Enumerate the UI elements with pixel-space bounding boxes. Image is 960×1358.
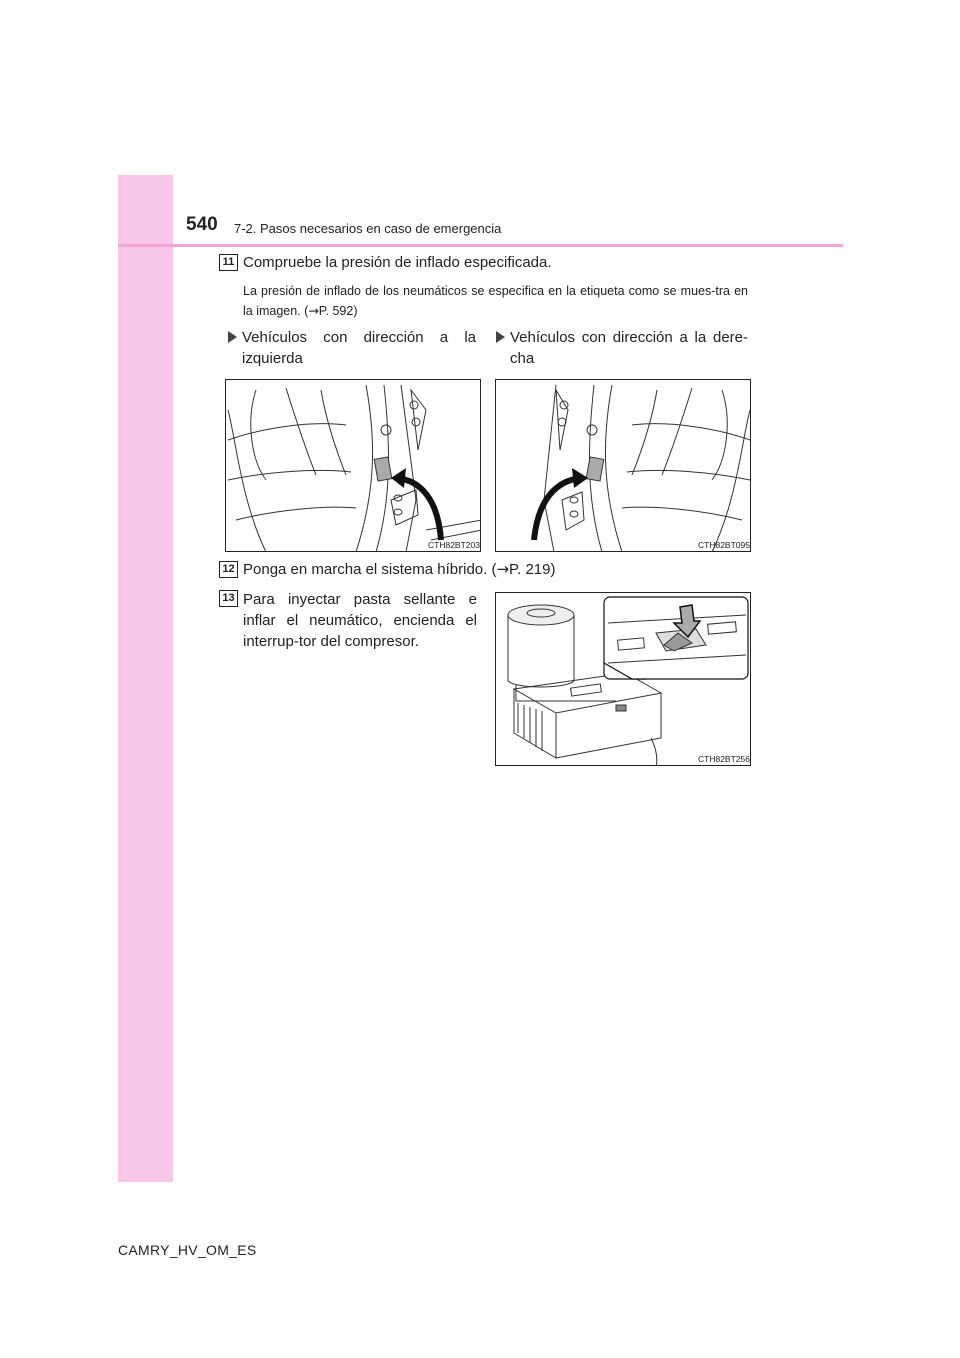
step-12-text-main: Ponga en marcha el sistema híbrido. (: [243, 561, 497, 578]
step-number-12: 12: [219, 561, 238, 578]
footer-doc-id: CAMRY_HV_OM_ES: [118, 1242, 257, 1258]
header-rule: [118, 244, 843, 247]
sidebar-tab: [118, 175, 173, 1182]
figure-code: CTH82BT095: [698, 540, 750, 550]
arrow-icon: →: [308, 303, 319, 318]
step-13-text: Para inyectar pasta sellante e inflar el neumático, encienda el interrup-tor del compresor.: [243, 591, 477, 650]
door-pillar-illustration: [226, 380, 481, 552]
triangle-bullet-icon: [496, 331, 505, 343]
figure-code: CTH82BT256: [698, 754, 750, 764]
arrow-icon: →: [496, 560, 510, 578]
figure-left-hand-drive: [225, 379, 481, 552]
step-12-text: [243, 559, 555, 580]
step-number-13: 13: [219, 590, 238, 607]
page-number: 540: [186, 214, 218, 235]
left-hand-caption: [228, 327, 478, 371]
step-11-note-text: La presión de inflado de los neumáticos se especifica en la etiqueta como se mues-tra en la imagen. (: [243, 284, 748, 318]
figure-right-hand-drive: [495, 379, 751, 552]
step-11-note-ref: P. 592): [318, 304, 358, 318]
section-title: 7-2. Pasos necesarios en caso de emergencia: [234, 221, 502, 236]
step-number-11: 11: [219, 254, 238, 271]
step-12-text-ref: P. 219): [509, 561, 556, 578]
right-hand-caption-text: Vehículos con dirección a la dere-cha: [510, 329, 748, 367]
compressor-illustration: [496, 593, 751, 766]
triangle-bullet-icon: [228, 331, 237, 343]
right-hand-caption: [496, 327, 748, 371]
step-11-text: Compruebe la presión de inflado especificada.: [243, 254, 552, 271]
door-pillar-illustration: [496, 380, 751, 552]
figure-compressor: [495, 592, 751, 766]
figure-code: CTH82BT203: [428, 540, 480, 550]
step-11-note: [243, 281, 748, 321]
left-hand-caption-text: Vehículos con dirección a la izquierda: [242, 329, 476, 367]
